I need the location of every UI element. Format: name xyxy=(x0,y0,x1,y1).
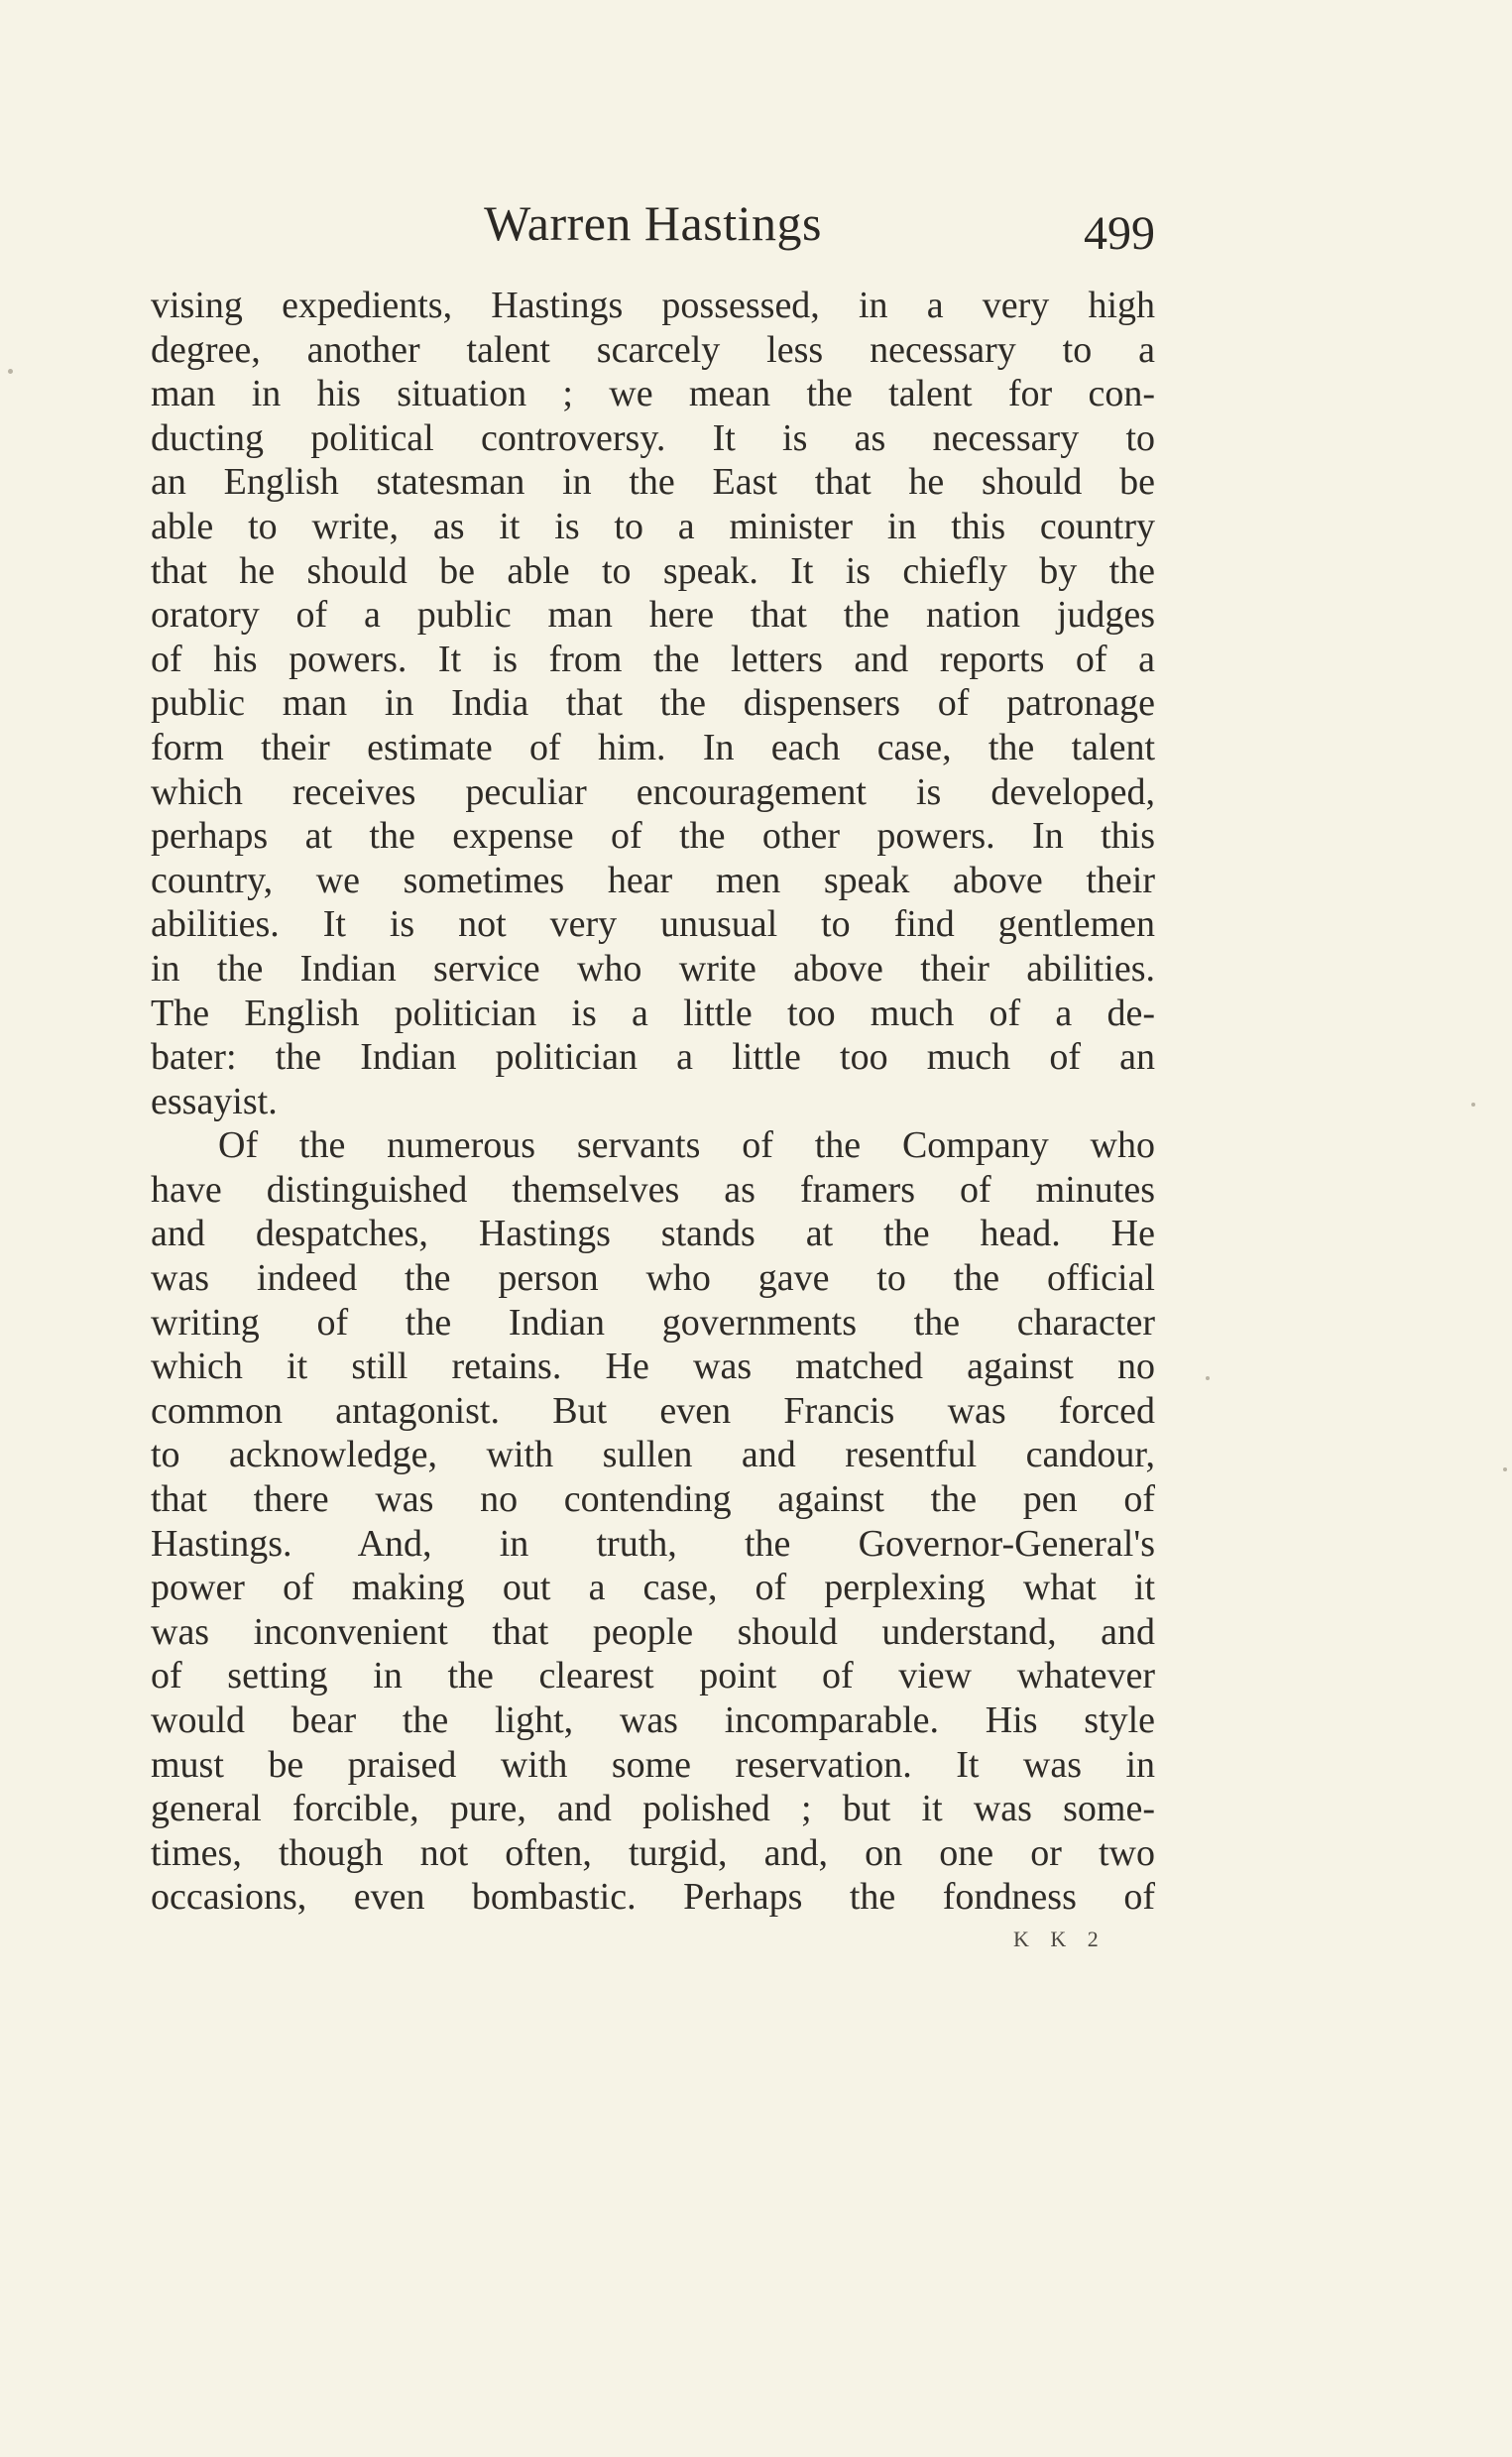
text-line: to acknowledge, with sullen and resentful candour, xyxy=(151,1434,1155,1476)
page-number: 499 xyxy=(1084,207,1155,260)
text-line: that he should be able to speak. It is chiefly by the xyxy=(151,549,1155,592)
running-title: Warren Hastings xyxy=(484,195,822,251)
text-line: was indeed the person who gave to the official xyxy=(151,1257,1155,1300)
text-line: of his powers. It is from the letters and reports of a xyxy=(151,638,1155,680)
text-line: would bear the light, was incomparable. His style xyxy=(151,1699,1155,1741)
text-line: essayist. xyxy=(151,1080,278,1122)
text-line: common antagonist. But even Francis was forced xyxy=(151,1389,1155,1432)
text-line: abilities. It is not very unusual to find gentlemen xyxy=(151,903,1155,946)
text-line: times, though not often, turgid, and, on one or two xyxy=(151,1831,1155,1874)
text-line: was inconvenient that people should understand, and xyxy=(151,1610,1155,1653)
text-line: which receives peculiar encouragement is developed, xyxy=(151,770,1155,813)
text-line: occasions, even bombastic. Perhaps the fondness of xyxy=(151,1876,1155,1919)
paper-speck xyxy=(8,369,13,374)
text-line: Hastings. And, in truth, the Governor-General's xyxy=(151,1522,1155,1565)
text-line: power of making out a case, of perplexing what it xyxy=(151,1567,1155,1609)
paper-speck xyxy=(1206,1376,1210,1380)
text-line: ducting political controversy. It is as necessary to xyxy=(151,416,1155,459)
text-line: writing of the Indian governments the character xyxy=(151,1301,1155,1344)
text-line: Of the numerous servants of the Company who xyxy=(218,1124,1155,1167)
text-line: general forcible, pure, and polished ; but it was some- xyxy=(151,1788,1155,1830)
text-line: able to write, as it is to a minister in this country xyxy=(151,505,1155,547)
text-line: perhaps at the expense of the other powers. In this xyxy=(151,815,1155,858)
text-line: man in his situation ; we mean the talent for con- xyxy=(151,373,1155,415)
text-line: country, we sometimes hear men speak above their xyxy=(151,859,1155,901)
text-line: have distinguished themselves as framers of minutes xyxy=(151,1168,1155,1211)
paper-speck xyxy=(1471,1103,1475,1107)
text-line: and despatches, Hastings stands at the head. He xyxy=(151,1213,1155,1255)
text-line: in the Indian service who write above their abilities. xyxy=(151,947,1155,990)
text-line: The English politician is a little too much of a de- xyxy=(151,992,1155,1034)
text-line: of setting in the clearest point of view whatever xyxy=(151,1655,1155,1697)
text-line: vising expedients, Hastings possessed, in a very high xyxy=(151,285,1155,326)
body-text xyxy=(151,284,1155,1920)
running-head xyxy=(151,194,1155,264)
text-line: which it still retains. He was matched against no xyxy=(151,1346,1155,1388)
text-line: an English statesman in the East that he should be xyxy=(151,461,1155,504)
text-line: degree, another talent scarcely less necessary to a xyxy=(151,328,1155,371)
text-line: form their estimate of him. In each case, the talent xyxy=(151,726,1155,768)
text-line: that there was no contending against the pen of xyxy=(151,1478,1155,1521)
text-line: bater: the Indian politician a little too much of an xyxy=(151,1036,1155,1079)
text-line: public man in India that the dispensers of patronage xyxy=(151,682,1155,725)
signature-mark: K K 2 xyxy=(1013,1927,1106,1951)
text-line: oratory of a public man here that the nation judges xyxy=(151,594,1155,637)
text-line: must be praised with some reservation. It was in xyxy=(151,1743,1155,1786)
paper-speck xyxy=(1503,1467,1507,1471)
